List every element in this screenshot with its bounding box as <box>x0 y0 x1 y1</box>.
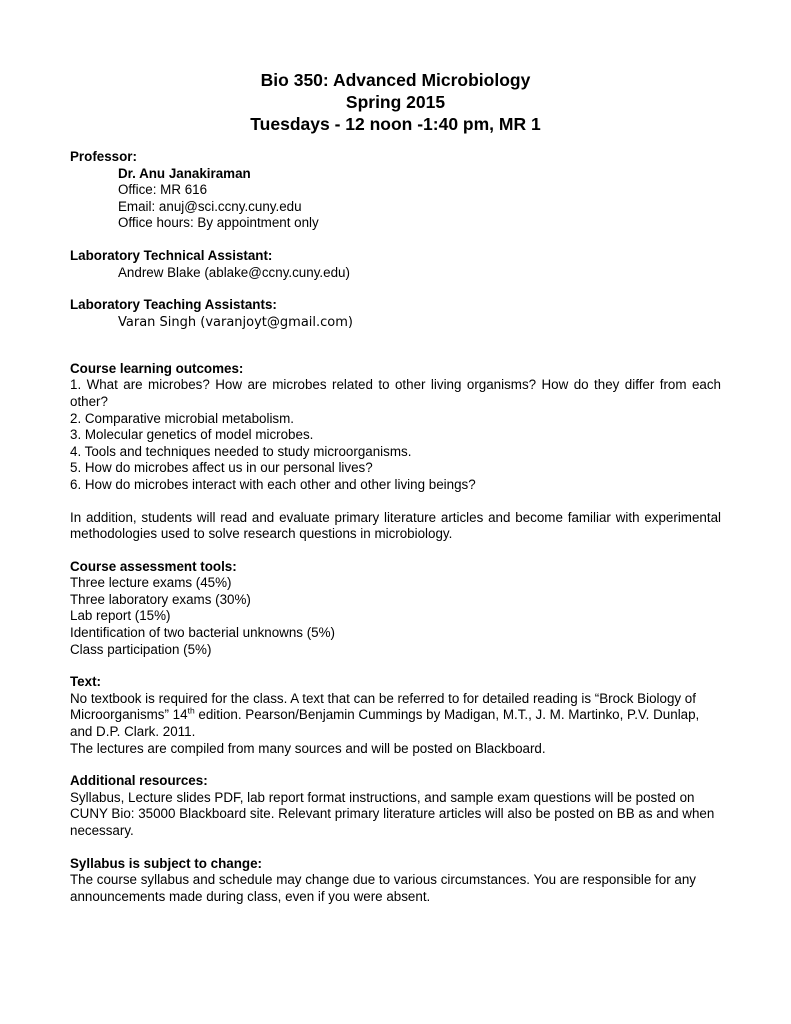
textbook-text-part2: edition. Pearson/Benjamin Cummings by Madigan, M.T., J. M. Martinko, P.V. Dunlap, and D.P. Clark. 2011. <box>70 707 700 740</box>
outcome-item: 6. How do microbes interact with each other and other living beings? <box>70 476 476 492</box>
professor-name: Dr. Anu Janakiraman <box>118 165 251 181</box>
course-schedule: Tuesdays - 12 noon -1:40 pm, MR 1 <box>250 114 541 134</box>
assessment-item: Identification of two bacterial unknowns (5%) <box>70 625 335 641</box>
change-body: The course syllabus and schedule may change due to various circumstances. You are responsible for any announcements made during class, even if you were absent. <box>70 872 696 904</box>
syllabus-change-section <box>70 856 721 906</box>
assessment-heading: Course assessment tools: <box>70 558 237 574</box>
outcome-item: 5. How do microbes affect us in our personal lives? <box>70 460 373 476</box>
additional-resources-section <box>70 773 721 839</box>
text-section <box>70 674 721 757</box>
lab-tech-heading: Laboratory Technical Assistant: <box>70 247 273 263</box>
assessment-item: Three lecture exams (45%) <box>70 575 232 591</box>
lectures-note: The lectures are compiled from many sources and will be posted on Blackboard. <box>70 740 546 756</box>
textbook-paragraph <box>70 691 721 741</box>
lab-teaching-assistants-section <box>70 297 721 332</box>
professor-office: Office: MR 616 <box>118 182 208 198</box>
outcome-item: 1. What are microbes? How are microbes related to other living organisms? How do they differ from each other? <box>70 377 721 409</box>
learning-outcomes-section <box>70 361 721 494</box>
syllabus-body <box>70 149 721 905</box>
course-title-block <box>0 69 791 135</box>
professor-email: Email: anuj@sci.ccny.cuny.edu <box>118 198 302 214</box>
professor-heading: Professor: <box>70 149 137 164</box>
lab-technical-assistant-section <box>70 248 721 281</box>
course-title: Bio 350: Advanced Microbiology <box>260 70 531 90</box>
lab-tech-person: Andrew Blake (ablake@ccny.cuny.edu) <box>118 264 350 280</box>
outcome-item: 2. Comparative microbial metabolism. <box>70 410 294 426</box>
assessment-item: Class participation (5%) <box>70 641 212 657</box>
outcomes-addition-paragraph: In addition, students will read and evaluate primary literature articles and become familiar with experimental methodologies used to solve research questions in microbiology. <box>70 509 721 542</box>
outcome-item: 3. Molecular genetics of model microbes. <box>70 427 314 443</box>
resources-body: Syllabus, Lecture slides PDF, lab report format instructions, and sample exam questions will be posted on CUNY Bio: 35000 Blackboard site. Relevant primary literature articles will also be posted on BB as and when necessary. <box>70 789 715 838</box>
professor-section <box>70 149 721 232</box>
change-heading: Syllabus is subject to change: <box>70 855 262 871</box>
edition-superscript: th <box>187 705 195 716</box>
outcome-item: 4. Tools and techniques needed to study microorganisms. <box>70 443 412 459</box>
lab-ta-person: Varan Singh (varanjoyt@gmail.com) <box>118 314 353 330</box>
resources-heading: Additional resources: <box>70 773 208 789</box>
assessment-section <box>70 559 721 659</box>
assessment-item: Three laboratory exams (30%) <box>70 591 251 607</box>
outcomes-heading: Course learning outcomes: <box>70 360 244 376</box>
course-term: Spring 2015 <box>345 92 446 112</box>
professor-office-hours: Office hours: By appointment only <box>118 215 319 231</box>
text-heading: Text: <box>70 674 101 690</box>
lab-ta-heading: Laboratory Teaching Assistants: <box>70 297 277 313</box>
textbook-text-part1: No textbook is required for the class. A text that can be referred to for detailed reading is “Brock Biology of Microorganisms” 14 <box>70 690 696 723</box>
assessment-item: Lab report (15%) <box>70 608 171 624</box>
